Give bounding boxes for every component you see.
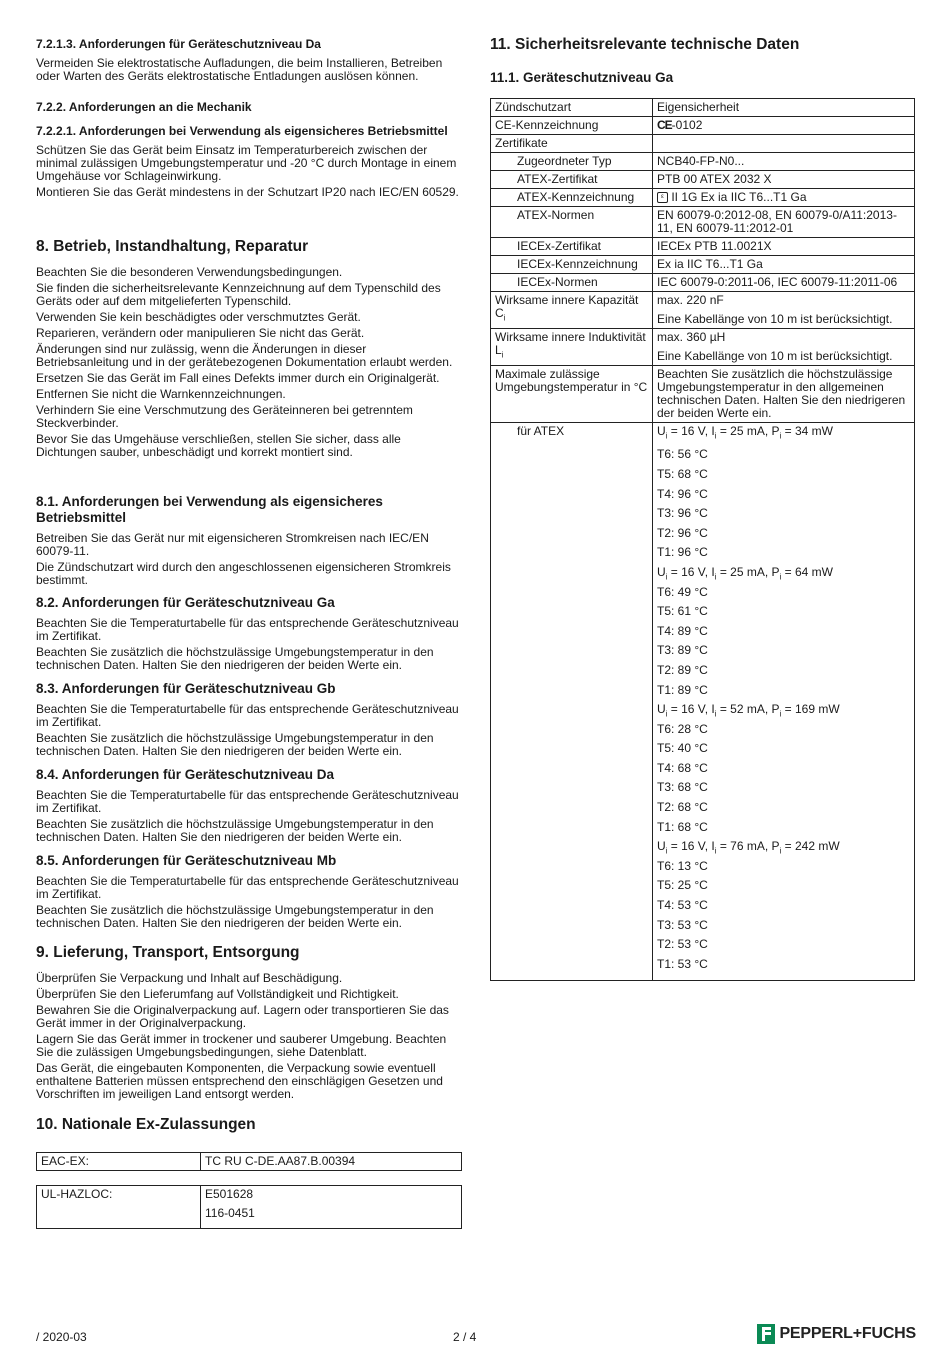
temperature-class-value: T4: 96 °C xyxy=(657,486,708,501)
subscript: i xyxy=(714,572,717,582)
subscript: i xyxy=(665,431,668,441)
section-title: 8.4. Anforderungen für Geräteschutzniveau Da xyxy=(36,767,335,782)
subscript: i xyxy=(779,709,782,719)
table-row xyxy=(37,1153,462,1171)
subscript: i xyxy=(779,431,782,441)
paragraph: Beachten Sie zusätzlich die höchstzulässige Umgebungstemperatur in den technischen Daten. Halten Sie den niedrigeren der beiden Werte ein. xyxy=(36,817,434,844)
subscript: i xyxy=(779,846,782,856)
table-value: NCB40-FP-N0... xyxy=(653,153,915,171)
condition-text: = 76 mA, P xyxy=(716,839,780,854)
section-title: 8.5. Anforderungen für Geräteschutzniveau Mb xyxy=(36,853,337,868)
subscript: i xyxy=(779,572,782,582)
paragraph: Beachten Sie die besonderen Verwendungsbedingungen. xyxy=(36,265,343,279)
table-cell xyxy=(201,1186,462,1229)
value-line: max. 360 µH xyxy=(657,330,726,344)
section-title: 8.3. Anforderungen für Geräteschutzniveau Gb xyxy=(36,681,336,696)
label-text: Wirksame innere Kapazität C xyxy=(495,293,639,320)
section-8-1 xyxy=(36,494,462,587)
table-value xyxy=(653,135,915,153)
temperature-class-value: T6: 56 °C xyxy=(657,447,708,462)
paragraph: Beachten Sie die Temperaturtabelle für das entsprechende Geräteschutzniveau im Zertifikat. xyxy=(36,616,459,643)
atex-condition-line xyxy=(657,837,911,857)
temperature-class-value: T4: 68 °C xyxy=(657,760,708,775)
condition-text: U xyxy=(657,702,666,717)
temperature-class-value: T1: 53 °C xyxy=(657,956,708,971)
table-row xyxy=(491,329,915,366)
temperature-class-value: T2: 53 °C xyxy=(657,937,708,952)
paragraph: Sie finden die sicherheitsrelevante Kennzeichnung auf dem Typenschild des Geräts oder auf dem mitgelieferten Typenschild. xyxy=(36,281,441,308)
paragraph: Verwenden Sie kein beschädigtes oder verschmutztes Gerät. xyxy=(36,310,361,324)
table-label: IECEx-Zertifikat xyxy=(491,238,653,256)
temperature-class-value: T3: 96 °C xyxy=(657,506,708,521)
footer-date: / 2020-03 xyxy=(36,1330,87,1344)
atex-temperature-values xyxy=(653,423,915,981)
condition-text: = 16 V, I xyxy=(667,839,715,854)
temperature-class-value: T5: 25 °C xyxy=(657,878,708,893)
section-title: 7.2.2.1. Anforderungen bei Verwendung als eigensicheres Betriebsmittel xyxy=(36,124,448,138)
ce-mark-icon: CE xyxy=(657,118,672,132)
table-label: CE-Kennzeichnung xyxy=(491,117,653,135)
table-row xyxy=(491,153,915,171)
table-row xyxy=(491,274,915,292)
table-row xyxy=(491,171,915,189)
temperature-class-value: T4: 89 °C xyxy=(657,623,708,638)
paragraph: Vermeiden Sie elektrostatische Aufladungen, die beim Installieren, Betreiben oder Warten des Geräts elektrostatische Entladungen auslösen können. xyxy=(36,56,443,83)
paragraph: Bevor Sie das Umgehäuse verschließen, stellen Sie sicher, dass alle Dichtungen sauber, unbeschädigt und korrekt montiert sind. xyxy=(36,432,401,459)
table-label: ATEX-Zertifikat xyxy=(491,171,653,189)
subscript: i xyxy=(714,431,717,441)
table-value: Ex ia IIC T6...T1 Ga xyxy=(653,256,915,274)
section-8-2 xyxy=(36,595,462,672)
paragraph: Überprüfen Sie den Lieferumfang auf Vollständigkeit und Richtigkeit. xyxy=(36,987,399,1001)
table-row xyxy=(491,366,915,423)
table-row xyxy=(491,117,915,135)
paragraph: Das Gerät, die eingebauten Komponenten, die Verpackung sowie eventuell enthaltene Batterien müssen entsprechend den einschlägigen Gesetzen und Vorschriften im jeweiligen Land entsorgt werden. xyxy=(36,1061,443,1101)
condition-text: U xyxy=(657,424,666,438)
condition-text: U xyxy=(657,564,666,579)
temperature-class-value: T4: 53 °C xyxy=(657,898,708,913)
paragraph: Montieren Sie das Gerät mindestens in der Schutzart IP20 nach IEC/EN 60529. xyxy=(36,185,459,199)
temperature-class-value: T1: 68 °C xyxy=(657,819,708,834)
section-title: 8.2. Anforderungen für Geräteschutzniveau Ga xyxy=(36,595,335,610)
temperature-class-value: T3: 89 °C xyxy=(657,643,708,658)
table-value: EN 60079-0:2012-08, EN 60079-0/A11:2013-11, EN 60079-11:2012-01 xyxy=(653,207,915,238)
condition-text: = 52 mA, P xyxy=(716,702,780,717)
paragraph: Beachten Sie zusätzlich die höchstzulässige Umgebungstemperatur in den technischen Daten. Halten Sie den niedrigeren der beiden Werte ein. xyxy=(36,731,434,758)
table-value: Eigensicherheit xyxy=(653,99,915,117)
value-line: max. 220 nF xyxy=(657,293,724,307)
table-row xyxy=(491,99,915,117)
atex-condition-line xyxy=(657,563,911,583)
table-row xyxy=(37,1186,462,1229)
ul-table xyxy=(36,1185,462,1229)
temperature-class-value: T5: 61 °C xyxy=(657,604,708,619)
temperature-class-value: T5: 68 °C xyxy=(657,466,708,481)
paragraph: Beachten Sie die Temperaturtabelle für das entsprechende Geräteschutzniveau im Zertifikat. xyxy=(36,874,459,901)
ce-number: -0102 xyxy=(671,118,703,132)
section-8 xyxy=(36,238,462,459)
section-7-2-1-3 xyxy=(36,38,462,83)
right-column xyxy=(490,36,915,981)
section-title: 8. Betrieb, Instandhaltung, Reparatur xyxy=(36,238,309,255)
table-row xyxy=(491,135,915,153)
table-value: Beachten Sie zusätzlich die höchstzulässige Umgebungstemperatur in den allgemeinen technischen Daten. Halten Sie den niedrigeren der beiden Werte ein. xyxy=(653,366,915,423)
ul-value: E501628 xyxy=(205,1187,254,1201)
table-label: ATEX-Normen xyxy=(491,207,653,238)
table-label: IECEx-Kennzeichnung xyxy=(491,256,653,274)
tech-data-table xyxy=(490,98,915,981)
paragraph: Reparieren, verändern oder manipulieren Sie nicht das Gerät. xyxy=(36,326,365,340)
section-title: 9. Lieferung, Transport, Entsorgung xyxy=(36,944,300,961)
section-9 xyxy=(36,944,462,1101)
temperature-class-value: T2: 96 °C xyxy=(657,525,708,540)
temperature-class-value: T2: 89 °C xyxy=(657,662,708,677)
section-title: 10. Nationale Ex-Zulassungen xyxy=(36,1116,256,1133)
paragraph: Entfernen Sie nicht die Warnkennzeichnungen. xyxy=(36,387,286,401)
table-row xyxy=(491,238,915,256)
condition-text: = 34 mW xyxy=(781,424,833,438)
ex-hexagon-icon: ε xyxy=(657,192,668,203)
temperature-class-value: T5: 40 °C xyxy=(657,741,708,756)
section-8-4 xyxy=(36,767,462,844)
subscript: i xyxy=(501,350,504,360)
temperature-class-value: T6: 13 °C xyxy=(657,858,708,873)
section-8-5 xyxy=(36,853,462,930)
label-text: Wirksame innere Induktivität L xyxy=(495,330,646,357)
table-row xyxy=(491,189,915,207)
subscript: i xyxy=(714,709,717,719)
ul-value: 116-0451 xyxy=(205,1206,255,1220)
atex-condition-line xyxy=(657,425,911,445)
temperature-class-value: T3: 53 °C xyxy=(657,917,708,932)
subscript: i xyxy=(503,313,506,323)
table-label: ATEX-Kennzeichnung xyxy=(491,189,653,207)
paragraph: Beachten Sie die Temperaturtabelle für das entsprechende Geräteschutzniveau im Zertifikat. xyxy=(36,788,459,815)
condition-text: = 25 mA, P xyxy=(716,424,780,438)
table-row xyxy=(491,256,915,274)
table-value: IECEx PTB 11.0021X xyxy=(653,238,915,256)
condition-text: = 16 V, I xyxy=(667,702,715,717)
table-label: Zugeordneter Typ xyxy=(491,153,653,171)
condition-text: = 25 mA, P xyxy=(716,564,780,579)
temperature-class-value: T1: 89 °C xyxy=(657,682,708,697)
condition-text: = 242 mW xyxy=(781,839,840,854)
subscript: i xyxy=(665,572,668,582)
table-value xyxy=(653,292,915,329)
table-label: Maximale zulässige Umgebungstemperatur in °C xyxy=(491,366,653,423)
section-7-2-2 xyxy=(36,101,462,114)
section-title: 8.1. Anforderungen bei Verwendung als eigensicheres Betriebsmittel xyxy=(36,494,383,525)
paragraph: Beachten Sie die Temperaturtabelle für das entsprechende Geräteschutzniveau im Zertifikat. xyxy=(36,702,459,729)
table-label xyxy=(491,292,653,329)
subscript: i xyxy=(714,846,717,856)
temperature-class-value: T6: 49 °C xyxy=(657,584,708,599)
logo-icon xyxy=(757,1324,775,1344)
eac-table xyxy=(36,1152,462,1171)
logo-text: PEPPERL+FUCHS xyxy=(779,1325,916,1342)
table-label: Zertifikate xyxy=(491,135,653,153)
table-label xyxy=(491,329,653,366)
paragraph: Überprüfen Sie Verpackung und Inhalt auf Beschädigung. xyxy=(36,971,343,985)
table-value: PTB 00 ATEX 2032 X xyxy=(653,171,915,189)
table-cell: UL-HAZLOC: xyxy=(37,1186,201,1229)
paragraph: Bewahren Sie die Originalverpackung auf. Lagern oder transportieren Sie das Gerät immer in der Originalverpackung. xyxy=(36,1003,449,1030)
temperature-class-value: T2: 68 °C xyxy=(657,800,708,815)
table-label: IECEx-Normen xyxy=(491,274,653,292)
section-title: 7.2.2. Anforderungen an die Mechanik xyxy=(36,100,252,114)
paragraph: Beachten Sie zusätzlich die höchstzulässige Umgebungstemperatur in den technischen Daten. Halten Sie den niedrigeren der beiden Werte ein. xyxy=(36,903,434,930)
table-cell: TC RU C-DE.AA87.B.00394 xyxy=(201,1153,462,1171)
page-number: 2 / 4 xyxy=(453,1330,477,1344)
atex-marking: II 1G Ex ia IIC T6...T1 Ga xyxy=(668,190,807,204)
paragraph: Beachten Sie zusätzlich die höchstzulässige Umgebungstemperatur in den technischen Daten. Halten Sie den niedrigeren der beiden Werte ein. xyxy=(36,645,434,672)
table-label: Zündschutzart xyxy=(491,99,653,117)
table-value: IEC 60079-0:2011-06, IEC 60079-11:2011-06 xyxy=(653,274,915,292)
section-10 xyxy=(36,1116,462,1134)
table-value xyxy=(653,117,915,135)
subscript: i xyxy=(665,846,668,856)
section-subtitle: 11.1. Geräteschutzniveau Ga xyxy=(490,70,674,85)
paragraph: Schützen Sie das Gerät beim Einsatz im Temperaturbereich zwischen der minimal zulässigen Umgebungstemperatur und -20 °C durch Montage in einem Umgehäuse vor Schlageinwirkung. xyxy=(36,143,457,183)
atex-condition-line xyxy=(657,700,911,720)
table-row xyxy=(491,207,915,238)
temperature-class-value: T1: 96 °C xyxy=(657,545,708,560)
temperature-class-value: T6: 28 °C xyxy=(657,721,708,736)
condition-text: U xyxy=(657,839,666,854)
condition-text: = 169 mW xyxy=(781,702,840,717)
table-row xyxy=(491,423,915,981)
table-cell: EAC-EX: xyxy=(37,1153,201,1171)
table-row xyxy=(491,292,915,329)
section-title: 7.2.1.3. Anforderungen für Geräteschutzniveau Da xyxy=(36,37,321,51)
table-value xyxy=(653,189,915,207)
section-8-3 xyxy=(36,681,462,758)
paragraph: Änderungen sind nur zulässig, wenn die Änderungen in dieser Betriebsanleitung und in der gerätebezogenen Dokumentation erlaubt werden. xyxy=(36,342,453,369)
paragraph: Ersetzen Sie das Gerät im Fall eines Defekts immer durch ein Originalgerät. xyxy=(36,371,440,385)
paragraph: Verhindern Sie eine Verschmutzung des Geräteinneren bei getrenntem Steckverbinder. xyxy=(36,403,413,430)
paragraph: Betreiben Sie das Gerät nur mit eigensicheren Stromkreisen nach IEC/EN 60079-11. xyxy=(36,531,429,558)
condition-text: = 16 V, I xyxy=(667,424,715,438)
section-7-2-2-1 xyxy=(36,125,462,199)
paragraph: Lagern Sie das Gerät immer in trockener und sauberer Umgebung. Beachten Sie die zulässigen Umgebungsbedingungen, siehe Datenblatt. xyxy=(36,1032,447,1059)
condition-text: = 16 V, I xyxy=(667,564,715,579)
table-value xyxy=(653,329,915,366)
table-label: für ATEX xyxy=(491,423,653,981)
pepperl-fuchs-logo xyxy=(757,1324,916,1344)
paragraph: Die Zündschutzart wird durch den angeschlossenen eigensicheren Stromkreis bestimmt. xyxy=(36,560,451,587)
value-line: Eine Kabellänge von 10 m ist berücksichtigt. xyxy=(657,312,893,326)
subscript: i xyxy=(665,709,668,719)
value-line: Eine Kabellänge von 10 m ist berücksichtigt. xyxy=(657,349,893,363)
section-title: 11. Sicherheitsrelevante technische Daten xyxy=(490,36,800,53)
condition-text: = 64 mW xyxy=(781,564,833,579)
temperature-class-value: T3: 68 °C xyxy=(657,780,708,795)
